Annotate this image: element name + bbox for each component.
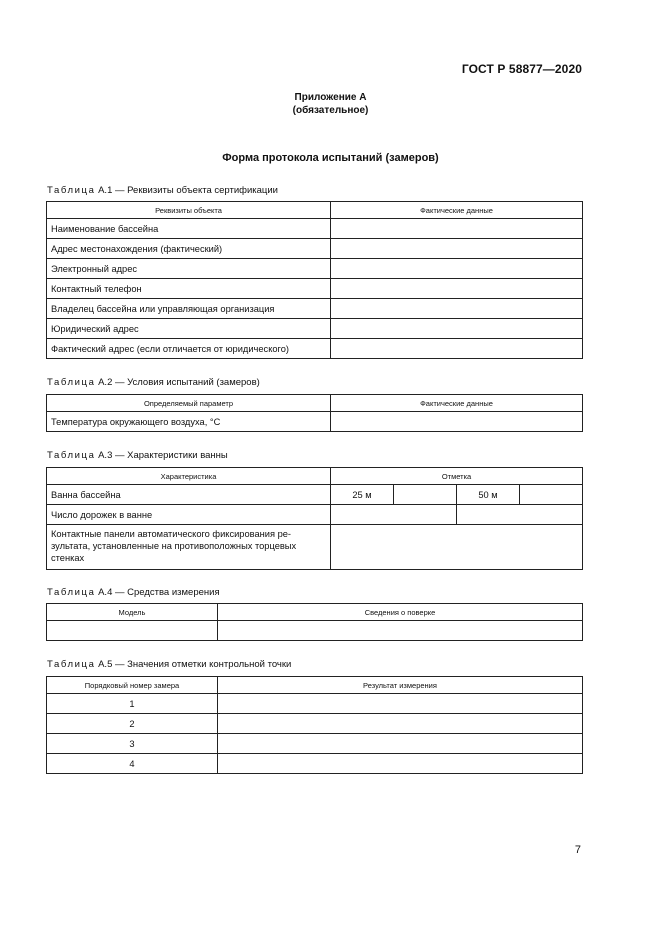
table-row	[47, 621, 583, 641]
value-cell[interactable]	[331, 339, 583, 359]
value-cell[interactable]	[218, 714, 583, 734]
table-row	[47, 694, 583, 714]
column-header: Результат измерения	[218, 677, 583, 694]
table-a2	[46, 394, 583, 432]
table-a4-caption	[47, 587, 220, 598]
table-row	[47, 279, 583, 299]
value-cell[interactable]	[331, 299, 583, 319]
value-cell[interactable]	[331, 279, 583, 299]
table-header-row	[47, 468, 583, 485]
table-header-row	[47, 677, 583, 694]
table-row	[47, 485, 583, 505]
row-label: Юридический адрес	[47, 319, 331, 339]
mark-cell[interactable]	[457, 505, 583, 525]
table-row	[47, 219, 583, 239]
table-a5-caption	[47, 659, 291, 670]
row-label: Фактический адрес (если отличается от юридического)	[47, 339, 331, 359]
row-label: Ванна бассейна	[47, 485, 331, 505]
table-row	[47, 525, 583, 570]
option-label: 50 м	[457, 485, 520, 505]
column-header: Отметка	[331, 468, 583, 485]
value-cell[interactable]	[218, 754, 583, 774]
table-a4	[46, 603, 583, 641]
table-header-row	[47, 395, 583, 412]
table-row	[47, 505, 583, 525]
column-header: Сведения о поверке	[218, 604, 583, 621]
row-label: Адрес местонахождения (фактический)	[47, 239, 331, 259]
mark-cell[interactable]	[520, 485, 583, 505]
appendix-heading	[0, 91, 661, 117]
caption-text: А.3 — Характеристики ванны	[95, 450, 228, 461]
caption-prefix: Таблица	[47, 377, 96, 388]
document-code: ГОСТ Р 58877—2020	[461, 62, 582, 76]
row-label: Наименование бассейна	[47, 219, 331, 239]
table-row	[47, 714, 583, 734]
table-row	[47, 412, 583, 432]
page-number: 7	[574, 844, 581, 856]
table-row	[47, 259, 583, 279]
mark-cell[interactable]	[394, 485, 457, 505]
option-label: 25 м	[331, 485, 394, 505]
mark-cell[interactable]	[331, 505, 457, 525]
caption-prefix: Таблица	[47, 587, 96, 598]
row-label: Электронный адрес	[47, 259, 331, 279]
measurement-number: 2	[47, 714, 218, 734]
mark-cell[interactable]	[331, 525, 583, 570]
appendix-title: Приложение А	[294, 92, 367, 103]
row-label: Контактные панели автоматического фиксирования ре- зультата, установленные на противоположных торцевых стенках	[47, 525, 331, 570]
table-a3	[46, 467, 583, 570]
value-cell[interactable]	[331, 259, 583, 279]
value-cell[interactable]	[47, 621, 218, 641]
column-header: Фактические данные	[331, 202, 583, 219]
column-header: Характеристика	[47, 468, 331, 485]
caption-text: А.5 — Значения отметки контрольной точки	[95, 659, 292, 670]
value-cell[interactable]	[331, 319, 583, 339]
column-header: Фактические данные	[331, 395, 583, 412]
value-cell[interactable]	[331, 412, 583, 432]
appendix-subtitle: (обязательное)	[292, 105, 369, 116]
form-title: Форма протокола испытаний (замеров)	[222, 152, 439, 164]
caption-text: А.2 — Условия испытаний (замеров)	[95, 377, 260, 388]
table-a2-caption	[47, 377, 260, 388]
table-row	[47, 239, 583, 259]
table-a1	[46, 201, 583, 359]
value-cell[interactable]	[218, 734, 583, 754]
row-label: Владелец бассейна или управляющая организация	[47, 299, 331, 319]
table-header-row	[47, 202, 583, 219]
value-cell[interactable]	[218, 621, 583, 641]
column-header: Модель	[47, 604, 218, 621]
row-label: Число дорожек в ванне	[47, 505, 331, 525]
value-cell[interactable]	[331, 239, 583, 259]
table-row	[47, 734, 583, 754]
value-cell[interactable]	[331, 219, 583, 239]
table-header-row	[47, 604, 583, 621]
column-header: Порядковый номер замера	[47, 677, 218, 694]
measurement-number: 4	[47, 754, 218, 774]
column-header: Реквизиты объекта	[47, 202, 331, 219]
table-row	[47, 339, 583, 359]
table-row	[47, 754, 583, 774]
row-label: Контактный телефон	[47, 279, 331, 299]
caption-text: А.1 — Реквизиты объекта сертификации	[95, 185, 278, 196]
table-a5	[46, 676, 583, 774]
measurement-number: 1	[47, 694, 218, 714]
table-a1-caption	[47, 185, 278, 196]
caption-prefix: Таблица	[47, 450, 96, 461]
table-a3-caption	[47, 450, 228, 461]
table-row	[47, 299, 583, 319]
caption-prefix: Таблица	[47, 659, 96, 670]
value-cell[interactable]	[218, 694, 583, 714]
caption-prefix: Таблица	[47, 185, 96, 196]
column-header: Определяемый параметр	[47, 395, 331, 412]
measurement-number: 3	[47, 734, 218, 754]
table-row	[47, 319, 583, 339]
row-label: Температура окружающего воздуха, °С	[47, 412, 331, 432]
caption-text: А.4 — Средства измерения	[95, 587, 220, 598]
